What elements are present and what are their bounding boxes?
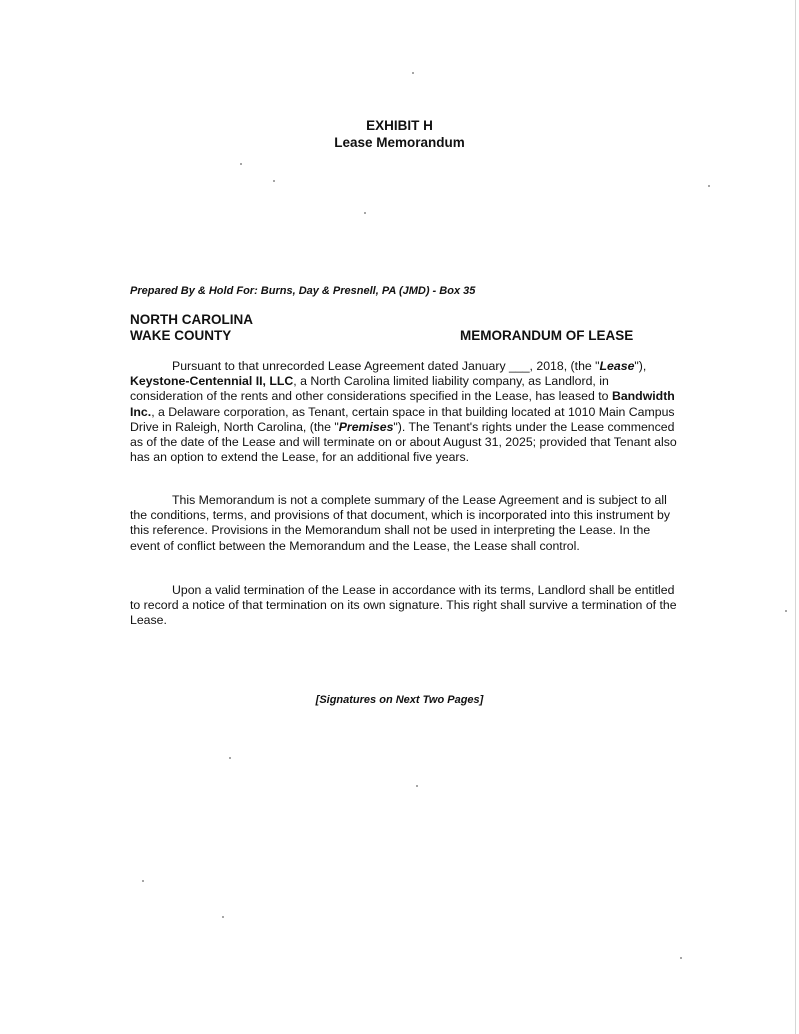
venue-block [130,312,253,344]
landlord-name: Keystone-Centennial II, LLC [130,374,294,389]
scan-speck [240,163,242,165]
p1-text-1: Pursuant to that unrecorded Lease Agreement dated January ___, 2018, (the " [172,359,600,373]
p3-text: Upon a valid termination of the Lease in accordance with its terms, Landlord shall be entitled to record a notice of that termination on its own signature. This right shall survive a termination of the Lease. [130,583,677,628]
p1-text-5: "). The Tenant's rights under the Lease commenced as of the date of the Lease and will terminate on or about August 31, 2025; provided that Tenant also has an option to extend the Lease, for an additional five years. [130,419,677,465]
p1-text-3: , a North Carolina limited liability company, as Landlord, in consideration of the rents and other considerations specified in the Lease, has leased to [130,374,612,404]
memorandum-heading: MEMORANDUM OF LEASE [460,328,634,343]
venue-county: WAKE COUNTY [130,328,232,343]
scan-speck [412,72,414,74]
signatures-note: [Signatures on Next Two Pages] [315,694,484,706]
scan-edge-line [795,0,796,1034]
exhibit-subtitle: Lease Memorandum [334,135,465,150]
exhibit-title: EXHIBIT H [366,118,433,133]
scan-speck [229,757,231,759]
scan-speck [142,880,144,882]
prepared-by-line: Prepared By & Hold For: Burns, Day & Presnell, PA (JMD) - Box 35 [130,285,476,297]
scan-speck [416,785,418,787]
scan-speck [680,957,682,959]
scan-speck [273,180,275,182]
p1-text-4: , a Delaware corporation, as Tenant, certain space in that building located at 1010 Main Campus Drive in Raleigh, North Carolina, (the " [130,404,675,434]
scan-speck [785,610,787,612]
p2-text: This Memorandum is not a complete summary of the Lease Agreement and is subject to all the conditions, terms, and provisions of that document, which is incorporated into this instrument by this reference. Provisions in the Memorandum shall not be used in interpreting the Lease. In the event of conflict between the Memorandum and the Lease, the Lease shall control. [130,493,670,553]
lease-defined-term: Lease [599,359,635,373]
premises-defined-term: Premises [338,419,394,434]
scan-speck [222,916,224,918]
tenant-name: Bandwidth Inc. [130,389,675,419]
scan-speck [364,212,366,214]
paragraph-termination [130,583,678,629]
paragraph-summary-disclaimer [130,493,678,554]
paragraph-lease-terms [130,359,678,465]
venue-state: NORTH CAROLINA [130,312,253,327]
scan-speck [708,185,710,187]
p1-text-2: "), [634,359,647,373]
